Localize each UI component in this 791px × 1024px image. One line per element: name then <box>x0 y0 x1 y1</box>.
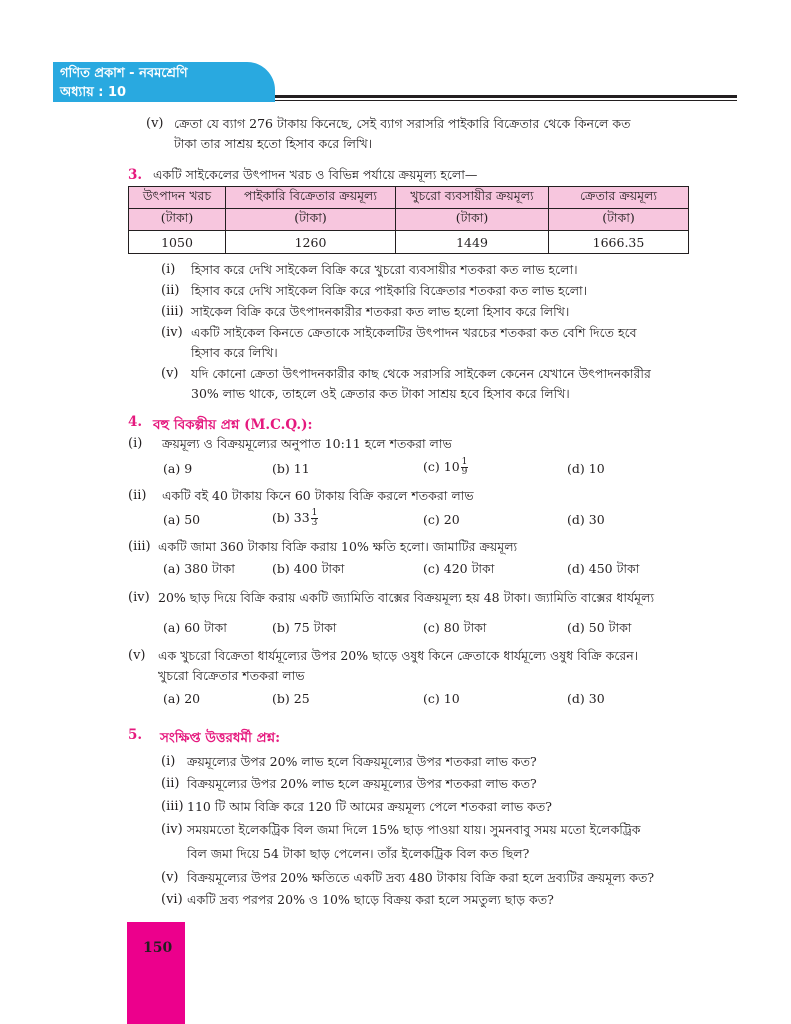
chapter-label: অধ্যায় : 10 <box>60 85 127 100</box>
table-header-unit: (টাকা) <box>129 209 226 231</box>
question-text: ক্রয়মূল্যের উপর 20% লাভ হলে বিক্রয়মূল্যের উপর শতকরা লাভ কত? <box>187 754 537 769</box>
question-text: বিক্রয়মূল্যের উপর 20% ক্ষতিতে একটি দ্রব্য 480 টাকায় বিক্রি করা হলে দ্রব্যটির ক্রয়মূল্য কত? <box>187 870 655 885</box>
option-label: (d) <box>567 691 585 706</box>
fraction: $\frac{1}{3}$ <box>311 508 318 528</box>
page-number: 150 <box>143 940 173 956</box>
question-text: সময়মতো ইলেকট্রিক বিল জমা দিলে 15% ছাড় পাওয়া যায়। সুমনবাবু সময় মতো ইলেকট্রিক <box>187 822 641 837</box>
table-cell: 1449 <box>396 231 549 254</box>
option-c: (c) 10 $\frac{1}{9}$ <box>423 457 468 477</box>
item-number: (ii) <box>161 283 180 298</box>
question-text: একটি সাইকেলের উৎপাদন খরচ ও বিভিন্ন পর্যায়ে ক্রয়মূল্য হলো— <box>153 167 478 182</box>
option-a: 50 <box>184 512 201 527</box>
option-d: 50 টাকা <box>588 620 632 635</box>
question-text: বিল জমা দিয়ে 54 টাকা ছাড় পেলেন। তাঁর ইলেকট্রিক বিল কত ছিল? <box>187 846 530 861</box>
fraction: $\frac{1}{9}$ <box>461 457 468 477</box>
question-text: হিসাব করে লিখি। <box>191 345 278 360</box>
item-number: (i) <box>128 436 143 451</box>
option-label: (d) <box>567 620 585 635</box>
table-header-cell: পাইকারি বিক্রেতার ক্রয়মূল্য <box>226 187 396 209</box>
item-number: (vi) <box>161 892 183 907</box>
option-c: 80 টাকা <box>443 620 487 635</box>
option-a: 9 <box>184 461 193 476</box>
option-label: (a) <box>163 620 181 635</box>
item-number: (v) <box>128 648 146 663</box>
item-number: (i) <box>161 262 176 277</box>
question-text: একটি সাইকেল কিনতে ক্রেতাকে সাইকেলটির উৎপাদন খরচের শতকরা কত বেশি দিতে হবে <box>191 325 637 340</box>
question-number: 3. <box>128 167 143 183</box>
option-label: (c) <box>423 512 440 527</box>
header-rule-thick <box>275 95 737 98</box>
option-label: (a) <box>163 691 181 706</box>
question-text: এক খুচরো বিক্রেতা ধার্যমূল্যের উপর 20% ছাড়ে ওষুধ কিনে ক্রেতাকে ধার্যমূল্যে ওষুধ বিক্রি করেন। <box>158 648 639 663</box>
option-b: 11 <box>293 461 310 476</box>
item-number: (iii) <box>161 799 184 814</box>
option-label: (b) <box>272 691 290 706</box>
option-label: (b) <box>272 620 290 635</box>
question-text: 20% ছাড় দিয়ে বিক্রি করায় একটি জ্যামিতি বাক্সের বিক্রয়মূল্য হয় 48 টাকা। জ্যামিতি বাক্সের ধার্যমূল্য <box>158 590 655 605</box>
table-cell: 1050 <box>129 231 226 254</box>
cost-table <box>128 186 689 254</box>
item-number: (ii) <box>161 776 180 791</box>
question-text: ক্রেতা যে ব্যাগ 276 টাকায় কিনেছে, সেই ব্যাগ সরাসরি পাইকারি বিক্রেতার থেকে কিনলে কত <box>174 116 631 131</box>
option-label: (b) <box>272 461 290 476</box>
option-c: 20 <box>443 512 460 527</box>
question-text: যদি কোনো ক্রেতা উৎপাদনকারীর কাছ থেকে সরাসরি সাইকেল কেনেন যেখানে উৎপাদনকারীর <box>191 366 651 381</box>
question-text: একটি বই 40 টাকায় কিনে 60 টাকায় বিক্রি করলে শতকরা লাভ <box>162 488 474 503</box>
table-header-cell: খুচরো ব্যবসায়ীর ক্রয়মূল্য <box>396 187 549 209</box>
section-title: সংক্ষিপ্ত উত্তরধর্মী প্রশ্ন: <box>160 730 281 746</box>
item-number: (iii) <box>161 304 184 319</box>
option-d: 10 <box>588 461 605 476</box>
question-text: ক্রয়মূল্য ও বিক্রয়মূল্যের অনুপাত 10:11 হলে শতকরা লাভ <box>162 436 452 451</box>
table-header-cell: ক্রেতার ক্রয়মূল্য <box>549 187 689 209</box>
option-label: (d) <box>567 561 585 576</box>
item-number: (iv) <box>128 590 150 605</box>
question-text: হিসাব করে দেখি সাইকেল বিক্রি করে পাইকারি বিক্রেতার শতকরা কত লাভ হলো। <box>191 283 588 298</box>
option-label: (d) <box>567 512 585 527</box>
option-label: (a) <box>163 461 181 476</box>
table-header-cell: উৎপাদন খরচ <box>129 187 226 209</box>
option-c: 420 টাকা <box>443 561 495 576</box>
option-b: 25 <box>293 691 310 706</box>
item-number: (i) <box>161 754 176 769</box>
option-label: (b) <box>272 561 290 576</box>
question-text: টাকা তার সাশ্রয় হতো হিসাব করে লিখি। <box>174 136 373 151</box>
table-header-unit: (টাকা) <box>226 209 396 231</box>
question-number: 5. <box>128 727 143 743</box>
option-d: 450 টাকা <box>588 561 640 576</box>
question-text: একটি জামা 360 টাকায় বিক্রি করায় 10% ক্ষতি হলো। জামাটির ক্রয়মূল্য <box>158 539 518 554</box>
question-text: 30% লাভ থাকে, তাহলে ওই ক্রেতার কত টাকা সাশ্রয় হবে হিসাব করে লিখি। <box>191 386 570 401</box>
question-text: খুচরো বিক্রেতার শতকরা লাভ <box>158 668 305 683</box>
option-b: 400 টাকা <box>293 561 345 576</box>
option-a: 60 টাকা <box>184 620 227 635</box>
header-rule-thin <box>275 100 737 101</box>
table-header-unit: (টাকা) <box>396 209 549 231</box>
item-number: (iv) <box>161 325 183 340</box>
item-number: (v) <box>161 870 179 885</box>
question-text: বিক্রয়মূল্যের উপর 20% লাভ হলে ক্রয়মূল্যের উপর শতকরা লাভ কত? <box>187 776 537 791</box>
option-a: 20 <box>184 691 201 706</box>
question-text: একটি দ্রব্য পরপর 20% ও 10% ছাড়ে বিক্রয় করা হলে সমতুল্য ছাড় কত? <box>187 892 554 907</box>
option-d: 30 <box>588 512 605 527</box>
option-label: (a) <box>163 561 181 576</box>
option-b: 75 টাকা <box>293 620 337 635</box>
option-label: (d) <box>567 461 585 476</box>
option-a: 380 টাকা <box>184 561 235 576</box>
question-text: হিসাব করে দেখি সাইকেল বিক্রি করে খুচরো ব্যবসায়ীর শতকরা কত লাভ হলো। <box>191 262 578 277</box>
item-number: (v) <box>161 366 179 381</box>
section-title: বহু বিকল্পীয় প্রশ্ন (M.C.Q.): <box>153 417 313 433</box>
header-tab <box>53 62 275 102</box>
option-label: (c) <box>423 561 440 576</box>
option-label: (c) <box>423 459 440 474</box>
option-label: (a) <box>163 512 181 527</box>
item-number: (iii) <box>128 539 151 554</box>
table-cell: 1260 <box>226 231 396 254</box>
question-text: 110 টি আম বিক্রি করে 120 টি আমের ক্রয়মূল্য পেলে শতকরা লাভ কত? <box>187 799 553 814</box>
item-number: (v) <box>146 116 164 131</box>
question-text: সাইকেল বিক্রি করে উৎপাদনকারীর শতকরা কত লাভ হলো হিসাব করে লিখি। <box>191 304 570 319</box>
option-label: (b) <box>272 510 290 525</box>
table-header-unit: (টাকা) <box>549 209 689 231</box>
book-title: গণিত প্রকাশ - নবমশ্রেণি <box>60 66 188 81</box>
option-label: (c) <box>423 691 440 706</box>
option-c: 10 <box>443 691 460 706</box>
table-cell: 1666.35 <box>549 231 689 254</box>
page-number-box <box>127 922 185 1024</box>
item-number: (ii) <box>128 488 147 503</box>
option-label: (c) <box>423 620 440 635</box>
option-d: 30 <box>588 691 605 706</box>
question-number: 4. <box>128 414 143 430</box>
item-number: (iv) <box>161 822 183 837</box>
option-b: (b) 33 $\frac{1}{3}$ <box>272 508 318 528</box>
